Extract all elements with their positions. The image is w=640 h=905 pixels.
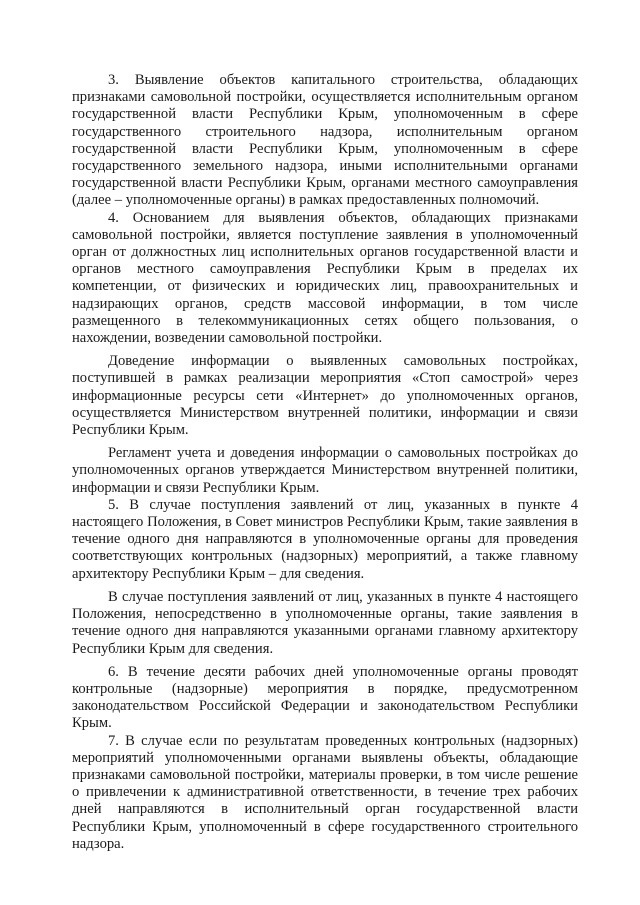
document-page [72, 72, 578, 853]
paragraph-6: 6. В течение десяти рабочих дней уполномоченные органы проводят контрольные (надзорные) мероприятия в порядке, предусмотренном законодательством Российской Федерации и законодательством Республики Крым. [72, 663, 578, 732]
paragraph-3: 3. Выявление объектов капитального строительства, обладающих признаками самовольной постройки, осуществляется исполнительным органом государственной власти Республики Крым, уполномоченным в сфере государственного строительного надзора, исполнительным органом государственной власти Республики Крым, уполномоченным в сфере государственного земельного надзора, иными исполнительными органами государственной власти Республики Крым, органами местного самоуправления (далее – уполномоченные органы) в рамках предоставленных полномочий. [72, 72, 578, 209]
paragraph-stop-samostroy: Доведение информации о выявленных самовольных постройках, поступившей в рамках реализации мероприятия «Стоп самострой» через информационные ресурсы сети «Интернет» до уполномоченных органов, осуществляется Министерством внутренней политики, информации и связи Республики Крым. [72, 353, 578, 439]
paragraph-4: 4. Основанием для выявления объектов, обладающих признаками самовольной постройки, является поступление заявления в уполномоченный орган от должностных лиц исполнительных органов государственной власти и органов местного самоуправления Республики Крым в пределах их компетенции, от физических и юридических лиц, правоохранительных и надзирающих органов, средств массовой информации, в том числе размещенного в телекоммуникационных сетях общего пользования, о нахождении, возведении самовольной постройки. [72, 209, 578, 347]
paragraph-reglament: Регламент учета и доведения информации о самовольных постройках до уполномоченных органов утверждается Министерством внутренней политики, информации и связи Республики Крым. [72, 445, 578, 496]
paragraph-5-continued: В случае поступления заявлений от лиц, указанных в пункте 4 настоящего Положения, непосредственно в уполномоченные органы, такие заявления в течение одного дня направляются указанными органами главному архитектору Республики Крым для сведения. [72, 588, 578, 657]
paragraph-7: 7. В случае если по результатам проведенных контрольных (надзорных) мероприятий уполномоченными органами выявлены объекты, обладающие признаками самовольной постройки, материалы проверки, в том числе решение о привлечении к административной ответственности, в течение трех рабочих дней направляются в исполнительный орган государственной власти Республики Крым, уполномоченный в сфере государственного строительного надзора. [72, 732, 578, 852]
paragraph-5: 5. В случае поступления заявлений от лиц, указанных в пункте 4 настоящего Положения, в Совет министров Республики Крым, такие заявления в течение одного дня направляются в уполномоченные органы для проведения соответствующих контрольных (надзорных) мероприятий, а также главному архитектору Республики Крым – для сведения. [72, 496, 578, 582]
